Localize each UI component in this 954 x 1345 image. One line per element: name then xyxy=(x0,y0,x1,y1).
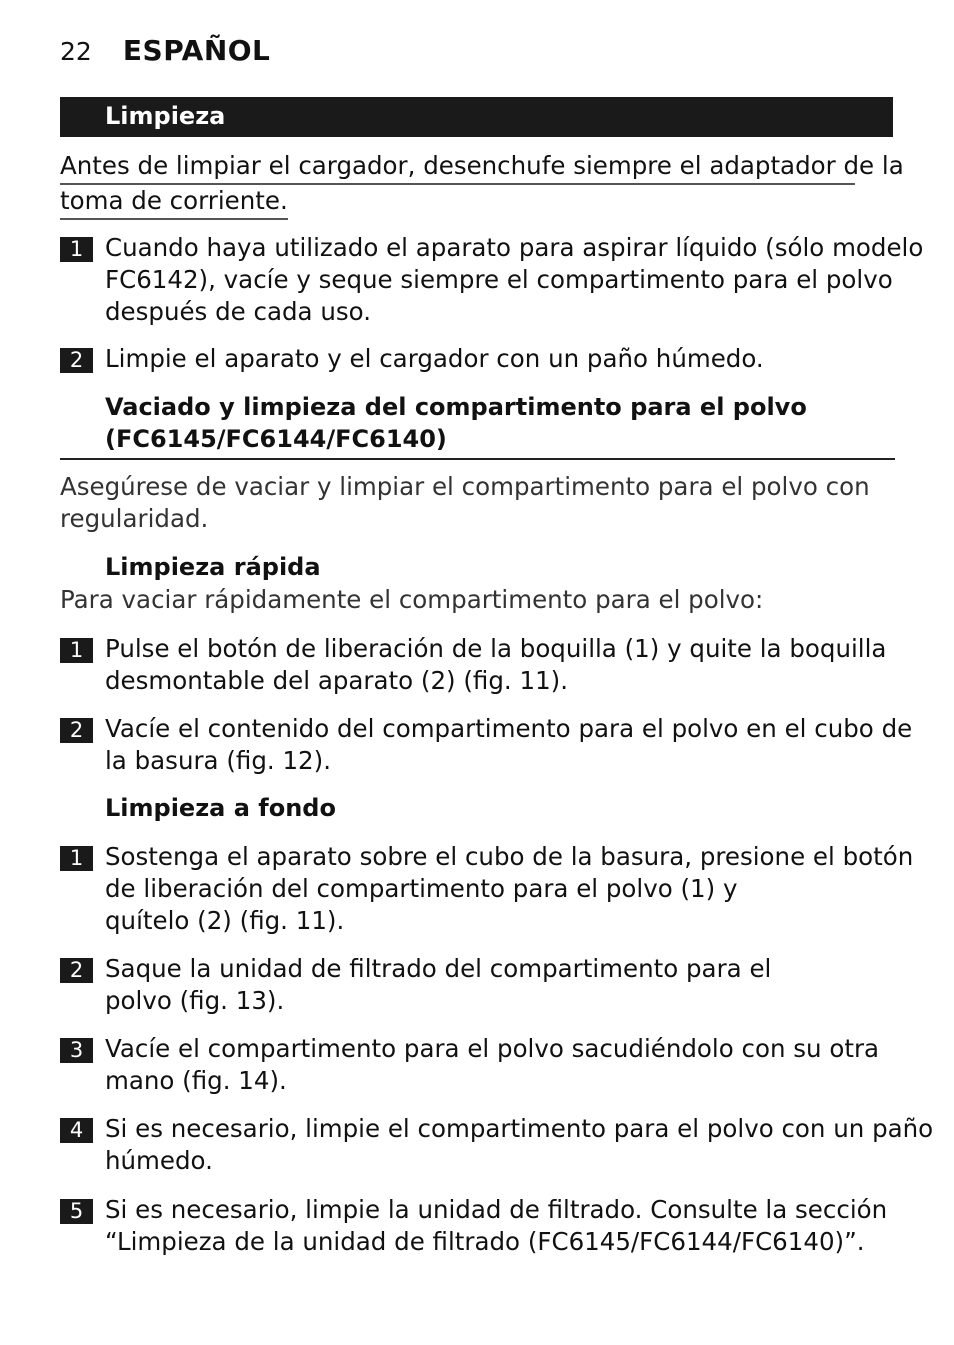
step-line: después de cada uso. xyxy=(105,297,371,326)
step-number-badge: 1 xyxy=(60,846,93,871)
step-text xyxy=(105,232,923,328)
step-line: Pulse el botón de liberación de la boquilla (1) y quite la boquilla xyxy=(105,634,887,663)
warning-line-2: toma de corriente. xyxy=(60,185,288,220)
subsection-title-line-1: Vaciado y limpieza del compartimento para el polvo xyxy=(105,393,807,421)
deep-clean-title: Limpieza a fondo xyxy=(105,794,336,822)
step-line: quítelo (2) (fig. 11). xyxy=(105,906,345,935)
step-line: Vacíe el compartimento para el polvo sacudiéndolo con su otra xyxy=(105,1034,880,1063)
step-line: Limpie el aparato y el cargador con un paño húmedo. xyxy=(105,344,764,373)
step-number-badge: 4 xyxy=(60,1118,93,1143)
subsection-title-line-2: (FC6145/FC6144/FC6140) xyxy=(105,425,447,453)
step-text xyxy=(105,713,912,777)
step-text xyxy=(105,1113,933,1177)
step-line: “Limpieza de la unidad de filtrado (FC6145/FC6144/FC6140)”. xyxy=(105,1227,865,1256)
step-line: polvo (fig. 13). xyxy=(105,986,285,1015)
step-number-badge: 2 xyxy=(60,348,93,373)
step-text xyxy=(105,1194,887,1258)
step-line: desmontable del aparato (2) (fig. 11). xyxy=(105,666,569,695)
subsection-divider xyxy=(60,458,895,460)
step-line: Vacíe el contenido del compartimento para el polvo en el cubo de xyxy=(105,714,913,743)
step-number-badge: 3 xyxy=(60,1038,93,1063)
step-number-badge: 2 xyxy=(60,718,93,743)
step-number-badge: 1 xyxy=(60,638,93,663)
step-line: Si es necesario, limpie la unidad de filtrado. Consulte la sección xyxy=(105,1195,888,1224)
step-line: mano (fig. 14). xyxy=(105,1066,287,1095)
section-title-bar xyxy=(60,97,893,137)
step-number-badge: 1 xyxy=(60,237,93,262)
step-number-badge: 5 xyxy=(60,1199,93,1224)
step-line: Cuando haya utilizado el aparato para aspirar líquido (sólo modelo xyxy=(105,233,924,262)
step-line: FC6142), vacíe y seque siempre el compartimento para el polvo xyxy=(105,265,893,294)
subsection-title xyxy=(105,391,807,455)
quick-clean-title: Limpieza rápida xyxy=(105,553,321,581)
section-title: Limpieza xyxy=(105,102,226,130)
page-header xyxy=(60,34,270,74)
step-line: Sostenga el aparato sobre el cubo de la basura, presione el botón xyxy=(105,842,914,871)
intro-line-1: Asegúrese de vaciar y limpiar el compartimento para el polvo con xyxy=(60,472,870,501)
subsection-intro xyxy=(60,471,870,535)
step-number-badge: 2 xyxy=(60,958,93,983)
step-line: de liberación del compartimento para el polvo (1) y xyxy=(105,874,738,903)
page-number: 22 xyxy=(60,37,92,66)
step-text xyxy=(105,1033,879,1097)
warning-text xyxy=(60,150,904,220)
step-text xyxy=(105,841,913,937)
warning-line-1: Antes de limpiar el cargador, desenchufe siempre el adaptador de la xyxy=(60,150,855,185)
step-text xyxy=(105,953,771,1017)
step-line: húmedo. xyxy=(105,1146,213,1175)
language-title: ESPAÑOL xyxy=(122,34,271,67)
step-text xyxy=(105,633,886,697)
step-line: Si es necesario, limpie el compartimento para el polvo con un paño xyxy=(105,1114,934,1143)
step-text xyxy=(105,343,764,375)
step-line: la basura (fig. 12). xyxy=(105,746,331,775)
step-line: Saque la unidad de filtrado del compartimento para el xyxy=(105,954,772,983)
intro-line-2: regularidad. xyxy=(60,504,209,533)
quick-clean-intro: Para vaciar rápidamente el compartimento para el polvo: xyxy=(60,585,764,614)
